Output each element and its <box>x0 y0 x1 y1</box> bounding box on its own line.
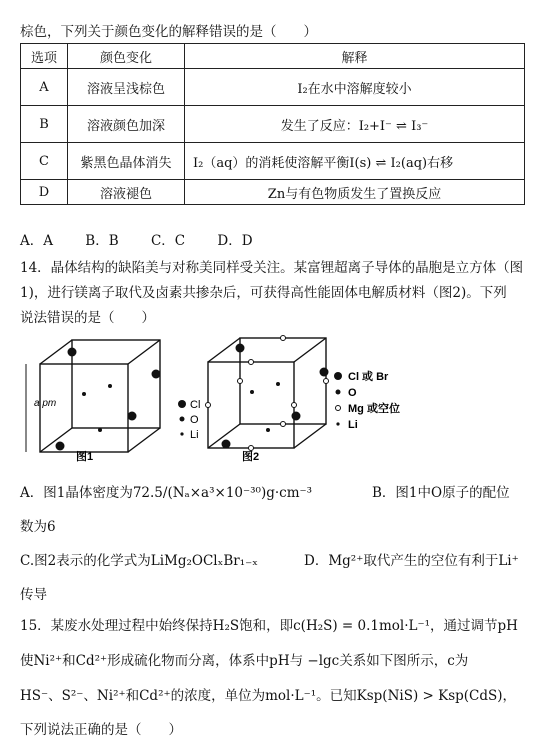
q14-option-b[interactable]: B．图1中O原子的配位 <box>372 485 510 501</box>
row-option: A <box>21 69 68 106</box>
q15-line2: 使Ni²⁺和Cd²⁺形成硫化物而分离，体系中pH与 −lgc关系如下图所示，c为 <box>20 653 469 669</box>
table-header-row <box>21 44 525 69</box>
option-d[interactable]: D．D <box>217 233 253 249</box>
fig1-cube <box>26 340 160 452</box>
row-change: 溶液颜色加深 <box>68 106 185 143</box>
q14-line2: 1)，进行镁离子取代及卤素共掺杂后，可获得高性能固体电解质材料（图2)。下列 <box>20 285 507 301</box>
row-explanation: Zn与有色物质发生了置换反应 <box>185 180 525 205</box>
option-b[interactable]: B．B <box>85 233 119 249</box>
header-explanation: 解释 <box>185 44 525 69</box>
fig2-vacancies <box>206 336 329 451</box>
edge-label: a pm <box>34 398 57 409</box>
q14-option-d[interactable]: D．Mg²⁺取代产生的空位有利于Li⁺ <box>304 553 519 569</box>
crystal-figure <box>20 334 410 462</box>
table-row <box>21 180 525 205</box>
fig1-legend-li: Li <box>190 429 199 441</box>
row-explanation: I₂在水中溶解度较小 <box>185 69 525 106</box>
fig1-atoms <box>56 348 161 451</box>
q14-line3: 说法错误的是（ ） <box>20 310 155 326</box>
row-option: D <box>21 180 68 205</box>
fig2-legend-mg: Mg 或空位 <box>348 403 400 415</box>
row-explanation: I₂（aq）的消耗使溶解平衡I(s) ⇌ I₂(aq)右移 <box>185 143 525 180</box>
table-row <box>21 143 525 180</box>
q15-line4: 下列说法正确的是（ ） <box>20 722 182 738</box>
fig1-legend-o: O <box>190 414 199 426</box>
q14-option-b-cont: 数为6 <box>20 519 56 535</box>
header-option: 选项 <box>21 44 68 69</box>
q14-line1: 14．晶体结构的缺陷美与对称美同样受关注。某富锂超离子导体的晶胞是立方体（图 <box>20 260 524 276</box>
fig1-legend-cl: Cl <box>190 399 201 411</box>
table-row <box>21 106 525 143</box>
row-option: B <box>21 106 68 143</box>
fig2-atoms <box>222 344 329 449</box>
question-intro: 棕色，下列关于颜色变化的解释错误的是（ ） <box>20 24 317 40</box>
q13-options <box>20 229 281 249</box>
fig2-legend-clbr: Cl 或 Br <box>348 371 389 383</box>
q14-option-a[interactable]: A．图1晶体密度为72.5/(Nₐ×a³×10⁻³⁰)g·cm⁻³ <box>20 485 313 501</box>
q15-line3: HS⁻、S²⁻、Ni²⁺和Cd²⁺的浓度，单位为mol·L⁻¹。已知Ksp(NiS) > Ksp(CdS)， <box>20 688 517 704</box>
fig1-label: 图1 <box>76 451 94 462</box>
fig2-legend-li: Li <box>348 419 358 431</box>
option-c[interactable]: C．C <box>150 233 186 249</box>
crystal-diagram <box>20 334 410 462</box>
q15-line1: 15．某废水处理过程中始终保持H₂S饱和，即c(H₂S) = 0.1mol·L⁻¹，通过调节pH <box>20 618 518 634</box>
row-change: 溶液呈浅棕色 <box>68 69 185 106</box>
fig2-label: 图2 <box>242 451 260 462</box>
header-change: 颜色变化 <box>68 44 185 69</box>
answer-table <box>20 43 525 205</box>
q14-option-c[interactable]: C.图2表示的化学式为LiMg₂OClₓBr₁₋ₓ <box>20 553 258 569</box>
option-a[interactable]: A．A <box>20 233 53 249</box>
fig2-legend-o: O <box>348 387 357 399</box>
row-change: 溶液褪色 <box>68 180 185 205</box>
row-explanation: 发生了反应：I₂+I⁻ ⇌ I₃⁻ <box>185 106 525 143</box>
table-row <box>21 69 525 106</box>
row-option: C <box>21 143 68 180</box>
q14-option-d-cont: 传导 <box>20 587 47 603</box>
row-change: 紫黑色晶体消失 <box>68 143 185 180</box>
